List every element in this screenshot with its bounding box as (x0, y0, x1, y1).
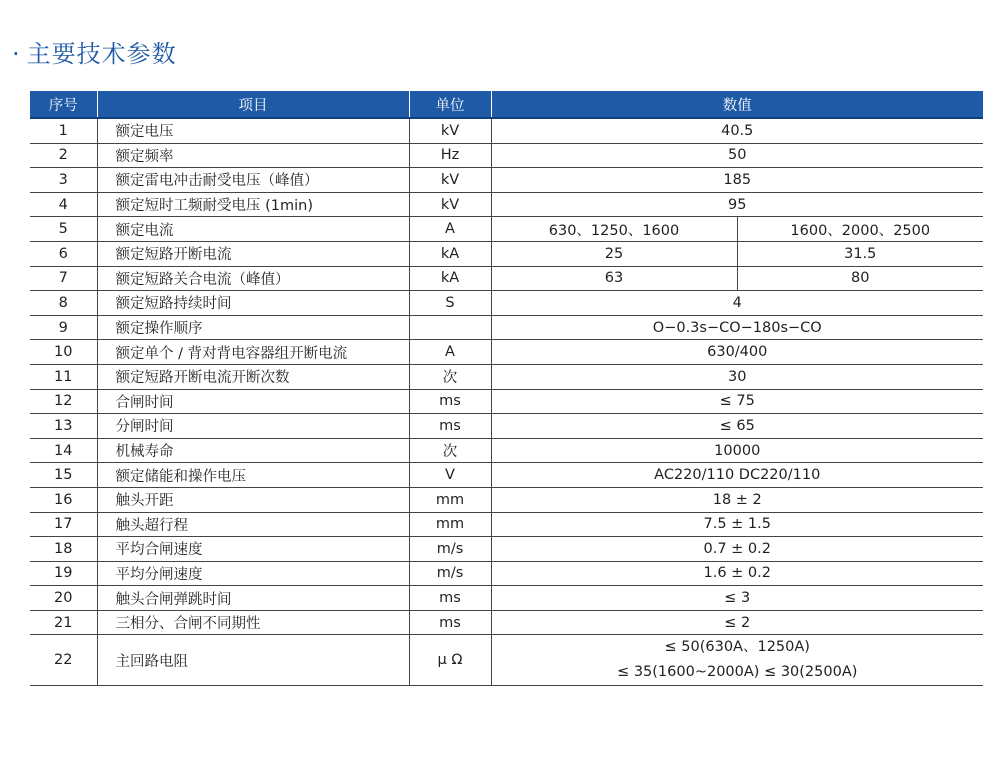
row-value-b: 80 (737, 266, 983, 291)
row-value: 10000 (491, 438, 983, 463)
row-unit: ms (409, 610, 491, 635)
table-row (30, 266, 983, 291)
row-item: 额定单个 / 背对背电容器组开断电流 (97, 340, 409, 365)
row-item: 机械寿命 (97, 438, 409, 463)
row-value: ≤ 65 (491, 414, 983, 439)
table-row (30, 512, 983, 537)
table-row (30, 635, 983, 686)
table-row (30, 143, 983, 168)
row-number: 11 (30, 364, 97, 389)
table-row (30, 241, 983, 266)
row-number: 3 (30, 168, 97, 193)
title-bullet-icon: · (12, 40, 21, 68)
row-number: 5 (30, 217, 97, 242)
row-number: 10 (30, 340, 97, 365)
row-item: 额定操作顺序 (97, 315, 409, 340)
row-item: 触头超行程 (97, 512, 409, 537)
row-item: 分闸时间 (97, 414, 409, 439)
row-value: 4 (491, 291, 983, 316)
table-row (30, 118, 983, 143)
header-unit: 单位 (409, 91, 491, 118)
table-row (30, 340, 983, 365)
row-value-b: 1600、2000、2500 (737, 217, 983, 242)
row-item: 额定雷电冲击耐受电压（峰值） (97, 168, 409, 193)
table-row (30, 487, 983, 512)
row-unit: 次 (409, 364, 491, 389)
row-value: 185 (491, 168, 983, 193)
row-number: 15 (30, 463, 97, 488)
row-unit: kV (409, 192, 491, 217)
table-row (30, 438, 983, 463)
row-value-a: 63 (491, 266, 737, 291)
row-item: 额定频率 (97, 143, 409, 168)
row-value: 7.5 ± 1.5 (491, 512, 983, 537)
row-item: 额定短路关合电流（峰值） (97, 266, 409, 291)
table-row (30, 463, 983, 488)
row-unit: ms (409, 586, 491, 611)
row-unit: Hz (409, 143, 491, 168)
row-number: 7 (30, 266, 97, 291)
row-value: 0.7 ± 0.2 (491, 537, 983, 562)
row-unit: kA (409, 266, 491, 291)
row-number: 14 (30, 438, 97, 463)
row-value: 50 (491, 143, 983, 168)
row-number: 13 (30, 414, 97, 439)
row-unit: ms (409, 414, 491, 439)
row-item: 额定短时工频耐受电压 (1min) (97, 192, 409, 217)
row-value: ≤ 3 (491, 586, 983, 611)
table-row (30, 561, 983, 586)
table-row (30, 192, 983, 217)
row-number: 18 (30, 537, 97, 562)
row-value: 18 ± 2 (491, 487, 983, 512)
row-value: 30 (491, 364, 983, 389)
header-no: 序号 (30, 91, 97, 118)
row-item: 主回路电阻 (97, 635, 409, 686)
row-item: 额定储能和操作电压 (97, 463, 409, 488)
row-value-b: 31.5 (737, 241, 983, 266)
row-unit: A (409, 340, 491, 365)
row-number: 1 (30, 118, 97, 143)
table-row (30, 315, 983, 340)
table-row (30, 168, 983, 193)
row-number: 4 (30, 192, 97, 217)
table-row (30, 586, 983, 611)
row-item: 触头合闸弹跳时间 (97, 586, 409, 611)
table-row (30, 389, 983, 414)
row-number: 20 (30, 586, 97, 611)
row-unit: mm (409, 512, 491, 537)
row-number: 19 (30, 561, 97, 586)
row-value: AC220/110 DC220/110 (491, 463, 983, 488)
row-item: 额定短路开断电流 (97, 241, 409, 266)
row-value-line: ≤ 35(1600~2000A) ≤ 30(2500A) (617, 664, 858, 681)
row-number: 17 (30, 512, 97, 537)
table-row (30, 414, 983, 439)
row-unit: 次 (409, 438, 491, 463)
row-item: 平均分闸速度 (97, 561, 409, 586)
table-row (30, 291, 983, 316)
table-header-row (30, 91, 983, 118)
row-number: 6 (30, 241, 97, 266)
row-value: ≤ 2 (491, 610, 983, 635)
row-unit: m/s (409, 537, 491, 562)
row-unit: ms (409, 389, 491, 414)
table-row (30, 364, 983, 389)
row-item: 合闸时间 (97, 389, 409, 414)
row-number: 9 (30, 315, 97, 340)
row-item: 平均合闸速度 (97, 537, 409, 562)
row-unit: μ Ω (409, 635, 491, 686)
row-unit: A (409, 217, 491, 242)
row-unit: m/s (409, 561, 491, 586)
row-number: 8 (30, 291, 97, 316)
row-unit (409, 315, 491, 340)
row-value: 1.6 ± 0.2 (491, 561, 983, 586)
row-number: 22 (30, 635, 97, 686)
table-body (30, 118, 983, 686)
row-value-a: 630、1250、1600 (491, 217, 737, 242)
row-number: 12 (30, 389, 97, 414)
row-unit: kA (409, 241, 491, 266)
row-unit: S (409, 291, 491, 316)
table-row (30, 537, 983, 562)
row-item: 三相分、合闸不同期性 (97, 610, 409, 635)
page-title (12, 34, 177, 69)
row-value: O−0.3s−CO−180s−CO (491, 315, 983, 340)
parameters-table (30, 91, 983, 686)
row-value: ≤ 75 (491, 389, 983, 414)
row-unit: kV (409, 118, 491, 143)
row-number: 2 (30, 143, 97, 168)
header-value: 数值 (491, 91, 983, 118)
table-row (30, 217, 983, 242)
row-item: 额定短路持续时间 (97, 291, 409, 316)
row-number: 21 (30, 610, 97, 635)
row-unit: V (409, 463, 491, 488)
row-item: 触头开距 (97, 487, 409, 512)
row-number: 16 (30, 487, 97, 512)
row-value: 40.5 (491, 118, 983, 143)
row-item: 额定电流 (97, 217, 409, 242)
row-value (491, 635, 983, 686)
row-value-a: 25 (491, 241, 737, 266)
row-item: 额定短路开断电流开断次数 (97, 364, 409, 389)
row-value: 630/400 (491, 340, 983, 365)
page-title-text: 主要技术参数 (26, 40, 177, 68)
table-row (30, 610, 983, 635)
row-unit: kV (409, 168, 491, 193)
header-item: 项目 (97, 91, 409, 118)
row-value-line: ≤ 50(630A、1250A) (664, 639, 810, 656)
row-unit: mm (409, 487, 491, 512)
row-value: 95 (491, 192, 983, 217)
row-item: 额定电压 (97, 118, 409, 143)
